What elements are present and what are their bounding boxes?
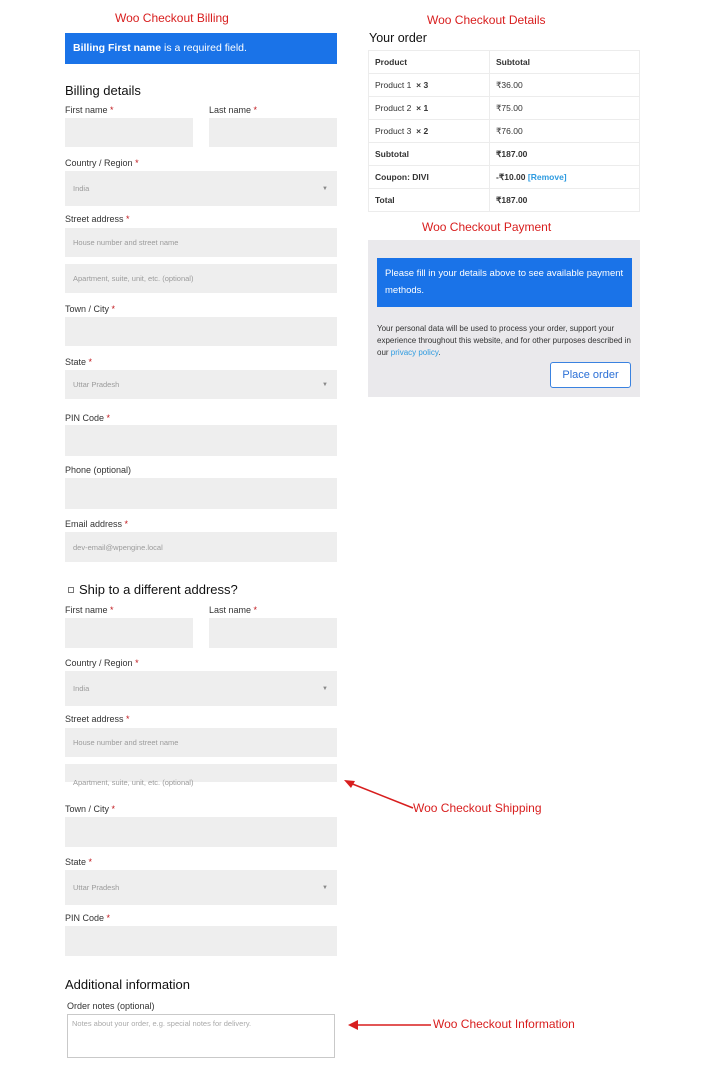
billing-email-label: Email address * <box>65 519 129 529</box>
order-notes-textarea[interactable] <box>67 1014 335 1058</box>
billing-street-input[interactable] <box>65 228 337 257</box>
place-order-button[interactable]: Place order <box>550 362 631 388</box>
billing-last-name-input[interactable] <box>209 118 337 147</box>
shipping-first-name-input[interactable] <box>65 618 193 648</box>
shipping-country-select[interactable] <box>65 671 337 706</box>
shipping-city-input[interactable] <box>65 817 337 847</box>
billing-apartment-input[interactable] <box>65 264 337 293</box>
coupon-remove-link[interactable]: [Remove] <box>527 171 567 182</box>
order-notes-label: Order notes (optional) <box>67 1001 155 1011</box>
shipping-pin-label: PIN Code * <box>65 913 111 923</box>
shipping-state-value: Uttar Pradesh <box>73 883 120 892</box>
error-alert-text: is a required field. <box>161 42 247 54</box>
shipping-state-select[interactable] <box>65 870 337 905</box>
billing-street-placeholder: House number and street name <box>73 238 179 247</box>
privacy-policy-link[interactable]: privacy policy <box>390 348 439 357</box>
subtotal-value: ₹187.00 <box>490 143 640 166</box>
ship-different-label[interactable]: Ship to a different address? <box>79 582 238 597</box>
shipping-pin-input[interactable] <box>65 926 337 956</box>
product-subtotal: ₹36.00 <box>490 74 640 97</box>
privacy-notice: Your personal data will be used to process your order, support your experience throughout this website, and for other purposes described in our privacy policy. <box>377 324 631 357</box>
subtotal-label: Subtotal <box>369 143 490 166</box>
product-subtotal: ₹76.00 <box>490 120 640 143</box>
order-header-row <box>369 51 640 74</box>
product-subtotal: ₹75.00 <box>490 97 640 120</box>
annotation-shipping: Woo Checkout Shipping <box>413 801 542 815</box>
billing-state-select[interactable] <box>65 370 337 399</box>
billing-pin-input[interactable] <box>65 425 337 456</box>
billing-street-label: Street address * <box>65 214 130 224</box>
shipping-apartment-input[interactable] <box>65 764 337 787</box>
billing-country-value: India <box>73 184 90 193</box>
annotation-payment: Woo Checkout Payment <box>422 220 552 234</box>
shipping-country-label: Country / Region * <box>65 658 139 668</box>
billing-country-label: Country / Region * <box>65 158 139 168</box>
total-value: ₹187.00 <box>490 189 640 212</box>
total-label: Total <box>369 189 490 212</box>
col-product-header: Product <box>369 51 490 74</box>
payment-info-notice: Please fill in your details above to see available payment methods. <box>377 258 632 307</box>
shipping-apartment-placeholder: Apartment, suite, unit, etc. (optional) <box>73 777 194 787</box>
coupon-row <box>369 166 640 189</box>
billing-email-value: dev-email@wpengine.local <box>73 542 163 552</box>
shipping-street-placeholder: House number and street name <box>73 738 179 747</box>
table-row <box>369 120 640 143</box>
shipping-country-value: India <box>73 684 90 693</box>
ship-different-checkbox[interactable] <box>68 587 74 593</box>
shipping-last-name-label: Last name * <box>209 605 258 615</box>
billing-city-label: Town / City * <box>65 304 116 314</box>
annotation-information: Woo Checkout Information <box>433 1017 575 1031</box>
billing-title: Billing details <box>65 83 141 98</box>
error-alert <box>65 33 337 64</box>
product-name: Product 2 × 1 <box>369 97 490 120</box>
chevron-down-icon: ▼ <box>322 884 328 891</box>
coupon-label: Coupon: DIVI <box>369 166 490 189</box>
chevron-down-icon: ▼ <box>322 685 328 692</box>
shipping-street-label: Street address * <box>65 714 130 724</box>
chevron-down-icon: ▼ <box>322 185 328 192</box>
billing-email-input[interactable] <box>65 532 337 562</box>
table-row <box>369 74 640 97</box>
billing-phone-input[interactable] <box>65 478 337 509</box>
product-name: Product 1 × 3 <box>369 74 490 97</box>
col-subtotal-header: Subtotal <box>490 51 640 74</box>
billing-first-name-label: First name * <box>65 105 114 115</box>
coupon-cell <box>490 166 640 189</box>
billing-phone-label: Phone (optional) <box>65 465 132 475</box>
shipping-last-name-input[interactable] <box>209 618 337 648</box>
coupon-value: -₹10.00 <box>496 171 526 182</box>
billing-country-select[interactable] <box>65 171 337 206</box>
shipping-street-input[interactable] <box>65 728 337 757</box>
chevron-down-icon: ▼ <box>322 381 328 388</box>
annotation-arrow-information <box>345 1018 435 1032</box>
order-table <box>368 50 640 212</box>
billing-city-input[interactable] <box>65 317 337 346</box>
billing-state-value: Uttar Pradesh <box>73 380 120 389</box>
product-name: Product 3 × 2 <box>369 120 490 143</box>
error-alert-field: Billing First name <box>73 42 162 54</box>
shipping-state-label: State * <box>65 857 93 867</box>
annotation-billing: Woo Checkout Billing <box>115 11 229 25</box>
shipping-first-name-label: First name * <box>65 605 114 615</box>
billing-state-label: State * <box>65 357 93 367</box>
billing-first-name-input[interactable] <box>65 118 193 147</box>
total-row <box>369 189 640 212</box>
billing-last-name-label: Last name * <box>209 105 258 115</box>
table-row <box>369 97 640 120</box>
billing-apartment-placeholder: Apartment, suite, unit, etc. (optional) <box>73 274 194 283</box>
subtotal-row <box>369 143 640 166</box>
additional-title: Additional information <box>65 977 191 992</box>
annotation-arrow-shipping <box>340 775 420 815</box>
shipping-city-label: Town / City * <box>65 804 116 814</box>
order-title: Your order <box>369 31 427 45</box>
annotation-details: Woo Checkout Details <box>427 13 546 27</box>
billing-pin-label: PIN Code * <box>65 413 111 423</box>
